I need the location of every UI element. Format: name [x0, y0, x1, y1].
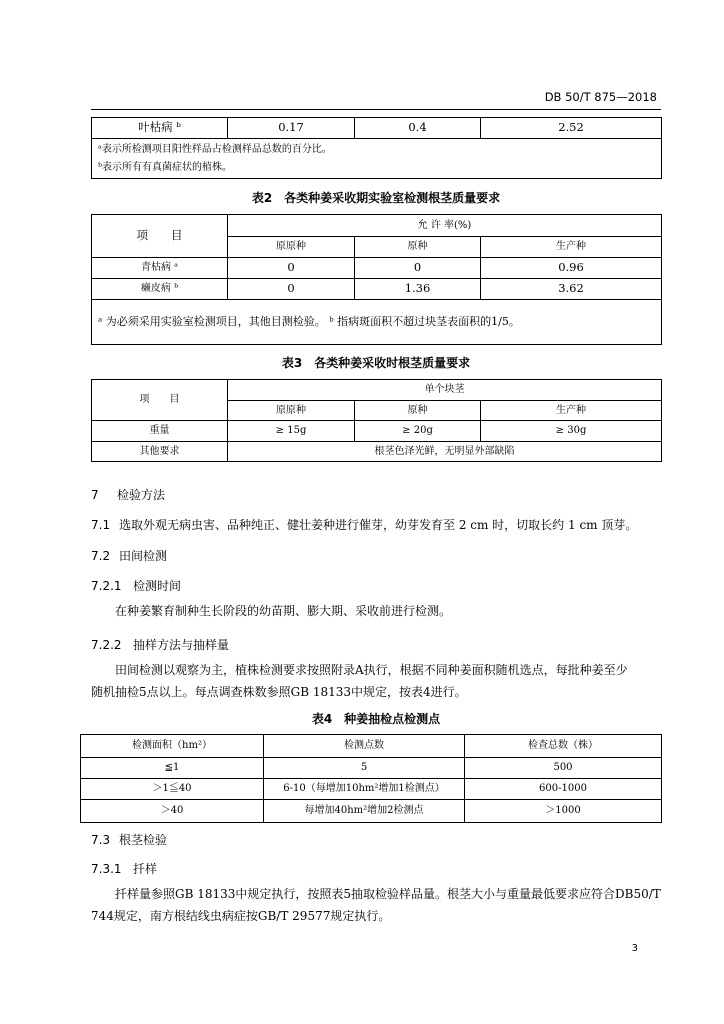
table-group-header: 单个块茎	[228, 380, 662, 401]
section-title: 检验方法	[117, 488, 166, 502]
table-cell: 500	[465, 758, 662, 779]
table-cell: 0	[228, 258, 355, 279]
section-number: 7.2.2	[91, 638, 122, 652]
table-row	[92, 380, 662, 401]
section-heading-7-2-2	[91, 636, 229, 653]
paragraph: 在种姜繁育制种生长阶段的幼苗期、膨大期、采收前进行检测。	[115, 604, 452, 618]
section-title: 田间检测	[119, 549, 168, 563]
section-title: 扦样	[133, 862, 158, 876]
table-row	[81, 735, 662, 758]
table-2-caption: 表2 各类种姜采收期实验室检测根茎质量要求	[251, 191, 501, 205]
clause-number: 7.1	[91, 518, 111, 532]
table-cell: 青枯病 ᵃ	[92, 258, 228, 279]
table-cell: ＞1000	[465, 800, 662, 823]
table-3	[91, 379, 662, 462]
paragraph-line: 744规定，南方根结线虫病症按GB/T 29577规定执行。	[91, 909, 391, 923]
table-row	[92, 118, 662, 139]
section-number: 7.3.1	[91, 862, 122, 876]
table-row	[92, 215, 662, 237]
table-cell: 癞皮病 ᵇ	[92, 279, 228, 300]
paragraph-line: 田间检测以观察为主，植株检测要求按照附录A执行，根据不同种姜面积随机选点，每批种姜至少	[115, 663, 628, 677]
section-title: 抽样方法与抽样量	[133, 638, 230, 652]
table-group-header: 允 许 率(%)	[228, 215, 662, 237]
table-cell: 2.52	[481, 118, 662, 139]
table-notes-row	[92, 139, 662, 179]
table-column-header: 检测面积（hm²）	[81, 735, 264, 758]
table-item-header: 项 目	[92, 215, 228, 258]
section-heading-7-3-1	[91, 860, 157, 877]
table-row	[81, 758, 662, 779]
table-cell: ＞1≦40	[81, 779, 264, 800]
section-heading-7-3	[91, 831, 167, 848]
table-row	[92, 421, 662, 442]
table-cell: 600-1000	[465, 779, 662, 800]
table-cell: ＞40	[81, 800, 264, 823]
table-row	[81, 779, 662, 800]
table-cell: 叶枯病 ᵇ	[92, 118, 228, 139]
document-code: DB 50/T 875—2018	[544, 90, 657, 104]
table-row	[92, 279, 662, 300]
table-notes-cell	[92, 139, 662, 179]
table-note: ᵇ表示所有有真菌症状的植株。	[98, 161, 232, 173]
table-cell: 3.62	[481, 279, 662, 300]
table-1-continued	[91, 117, 662, 179]
table-column-header: 检查总数（株）	[465, 735, 662, 758]
table-cell: 0.4	[355, 118, 481, 139]
section-heading-7-2-1	[91, 577, 181, 594]
table-item-header: 项 目	[92, 380, 228, 421]
table-column-header: 生产种	[481, 237, 662, 258]
table-cell: 0.17	[228, 118, 355, 139]
paragraph-line: 随机抽检5点以上。每点调查株数参照GB 18133中规定，按表4进行。	[91, 685, 467, 699]
table-row	[92, 258, 662, 279]
table-4-caption: 表4 种姜抽检点检测点	[311, 712, 441, 726]
table-cell: 0.96	[481, 258, 662, 279]
table-cell: 每增加40hm²增加2检测点	[264, 800, 465, 823]
table-column-header: 原种	[355, 401, 481, 421]
section-heading-7-2	[91, 547, 167, 564]
section-number: 7.3	[91, 833, 111, 847]
table-4	[80, 734, 662, 823]
table-cell: 1.36	[355, 279, 481, 300]
section-heading-7	[91, 486, 165, 503]
table-cell: 6-10（每增加10hm²增加1检测点）	[264, 779, 465, 800]
clause-text: 选取外观无病虫害、品种纯正、健壮姜种进行催芽，幼芽发育至 2 cm 时，切取长约 1 cm 顶芽。	[119, 518, 638, 532]
section-number: 7.2	[91, 549, 111, 563]
table-cell: 根茎色泽光鲜，无明显外部缺陷	[228, 442, 662, 462]
table-note: ᵃ 为必须采用实验室检测项目，其他目测检验。 ᵇ 指病斑面积不超过块茎表面积的1/5。	[92, 300, 662, 345]
table-3-caption: 表3 各类种姜采收时根茎质量要求	[281, 356, 471, 370]
table-column-header: 原原种	[228, 401, 355, 421]
paragraph-line: 扦样量参照GB 18133中规定执行，按照表5抽取检验样品量。根茎大小与重量最低要求应符合DB50/T	[115, 887, 661, 901]
table-cell: 其他要求	[92, 442, 228, 462]
table-2	[91, 214, 662, 345]
section-number: 7.2.1	[91, 579, 122, 593]
table-cell: 0	[355, 258, 481, 279]
table-cell: 5	[264, 758, 465, 779]
table-cell: ≥ 30g	[481, 421, 662, 442]
clause-7-1	[91, 514, 637, 536]
table-notes-row	[92, 300, 662, 345]
section-title: 检测时间	[133, 579, 182, 593]
table-column-header: 检测点数	[264, 735, 465, 758]
table-cell: ≥ 15g	[228, 421, 355, 442]
table-column-header: 原种	[355, 237, 481, 258]
table-row	[92, 442, 662, 462]
section-number: 7	[91, 488, 99, 502]
table-cell: ≥ 20g	[355, 421, 481, 442]
table-cell: 重量	[92, 421, 228, 442]
header-rule	[91, 109, 661, 110]
section-title: 根茎检验	[119, 833, 168, 847]
table-note: ᵃ表示所检测项目阳性样品占检测样品总数的百分比。	[98, 143, 332, 155]
table-row	[81, 800, 662, 823]
page-number: 3	[631, 943, 638, 954]
table-cell: 0	[228, 279, 355, 300]
table-column-header: 原原种	[228, 237, 355, 258]
table-cell: ≦1	[81, 758, 264, 779]
table-column-header: 生产种	[481, 401, 662, 421]
